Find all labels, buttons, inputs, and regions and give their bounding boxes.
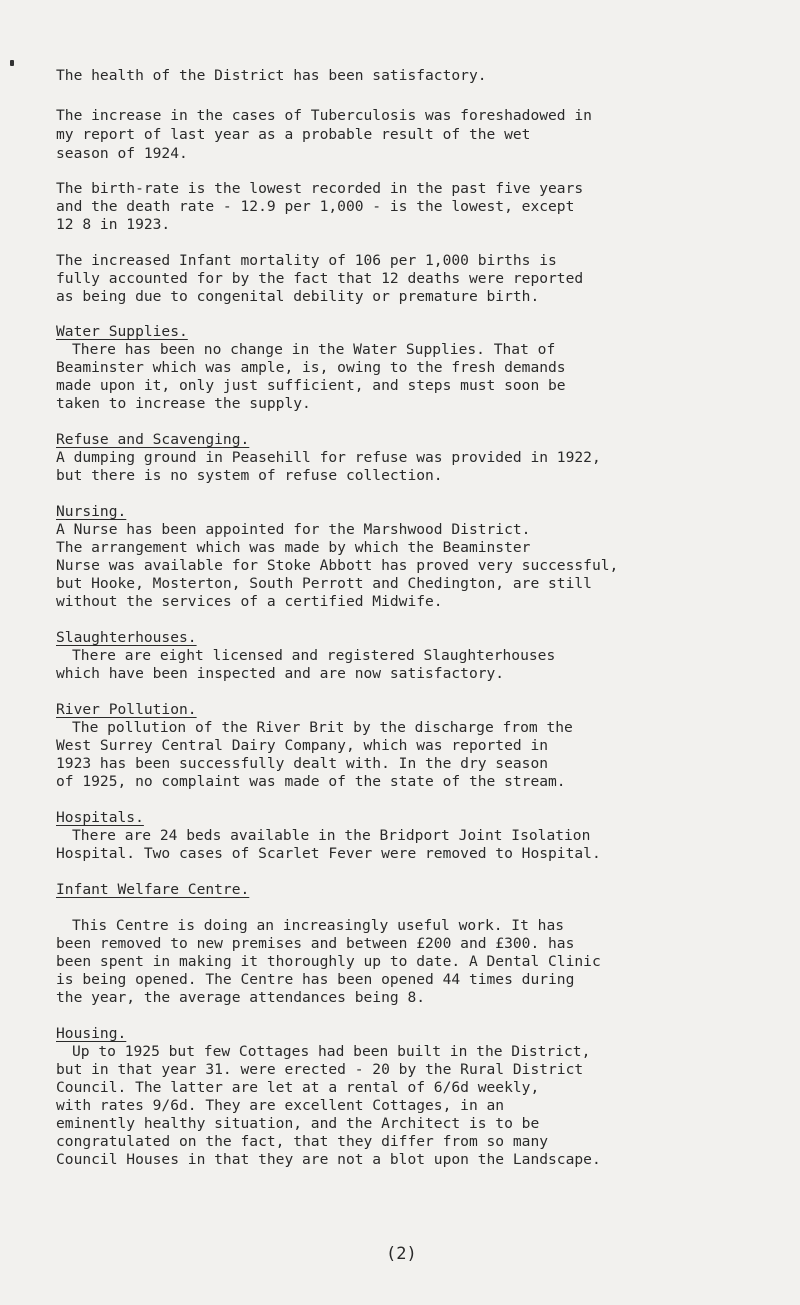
infant-line-2: fully accounted for by the fact that 12 deaths were reported [56,270,584,287]
welfare-line-3: been spent in making it thoroughly up to date. A Dental Clinic [56,953,601,970]
nursing-heading: Nursing. [56,503,127,520]
health-statement: The health of the District has been satisfactory. [56,67,487,84]
slaughterhouses-line-2: which have been inspected and are now satisfactory. [56,665,505,682]
river-line-4: of 1925, no complaint was made of the state of the stream. [56,773,566,790]
hospitals-line-2: Hospital. Two cases of Scarlet Fever were removed to Hospital. [56,845,601,862]
housing-line-1: Up to 1925 but few Cottages had been built in the District, [72,1043,591,1060]
tb-line-2: my report of last year as a probable result of the wet [56,126,531,143]
birth-line-3: 12 8 in 1923. [56,216,171,233]
margin-mark [10,60,14,66]
housing-line-4: with rates 9/6d. They are excellent Cottages, in an [56,1097,505,1114]
housing-line-5: eminently healthy situation, and the Architect is to be [56,1115,540,1132]
infant-line-3: as being due to congenital debility or premature birth. [56,288,540,305]
nursing-line-2: The arrangement which was made by which the Beaminster [56,539,531,556]
birth-line-1: The birth-rate is the lowest recorded in the past five years [56,180,584,197]
slaughterhouses-line-1: There are eight licensed and registered Slaughterhouses [72,647,556,664]
nursing-line-4: but Hooke, Mosterton, South Perrott and Chedington, are still [56,575,592,592]
housing-line-7: Council Houses in that they are not a blot upon the Landscape. [56,1151,601,1168]
nursing-line-3: Nurse was available for Stoke Abbott has proved very successful, [56,557,619,574]
water-line-1: There has been no change in the Water Supplies. That of [72,341,556,358]
nursing-line-5: without the services of a certified Midwife. [56,593,443,610]
refuse-heading: Refuse and Scavenging. [56,431,250,448]
birth-line-2: and the death rate - 12.9 per 1,000 - is the lowest, except [56,198,575,215]
welfare-line-2: been removed to new premises and between £200 and £300. has [56,935,575,952]
water-line-4: taken to increase the supply. [56,395,311,412]
tb-line-1: The increase in the cases of Tuberculosis was foreshadowed in [56,107,592,124]
housing-line-6: congratulated on the fact, that they differ from so many [56,1133,549,1150]
water-line-3: made upon it, only just sufficient, and steps must soon be [56,377,566,394]
housing-heading: Housing. [56,1025,127,1042]
welfare-line-5: the year, the average attendances being 8. [56,989,426,1006]
hospitals-heading: Hospitals. [56,809,144,826]
water-heading: Water Supplies. [56,323,188,340]
welfare-heading: Infant Welfare Centre. [56,881,250,898]
refuse-line-2: but there is no system of refuse collection. [56,467,443,484]
river-heading: River Pollution. [56,701,197,718]
housing-line-2: but in that year 31. were erected - 20 by the Rural District [56,1061,584,1078]
river-line-3: 1923 has been successfully dealt with. In the dry season [56,755,549,772]
infant-line-1: The increased Infant mortality of 106 per 1,000 births is [56,252,557,269]
welfare-line-1: This Centre is doing an increasingly useful work. It has [72,917,565,934]
housing-line-3: Council. The latter are let at a rental of 6/6d weekly, [56,1079,540,1096]
slaughterhouses-heading: Slaughterhouses. [56,629,197,646]
welfare-line-4: is being opened. The Centre has been opened 44 times during [56,971,575,988]
tb-line-3: season of 1924. [56,145,188,162]
river-line-2: West Surrey Central Dairy Company, which was reported in [56,737,549,754]
nursing-line-1: A Nurse has been appointed for the Marshwood District. [56,521,531,538]
refuse-line-1: A dumping ground in Peasehill for refuse was provided in 1922, [56,449,601,466]
water-line-2: Beaminster which was ample, is, owing to the fresh demands [56,359,566,376]
river-line-1: The pollution of the River Brit by the discharge from the [72,719,573,736]
page-number: (2) [386,1244,417,1264]
hospitals-line-1: There are 24 beds available in the Bridport Joint Isolation [72,827,591,844]
